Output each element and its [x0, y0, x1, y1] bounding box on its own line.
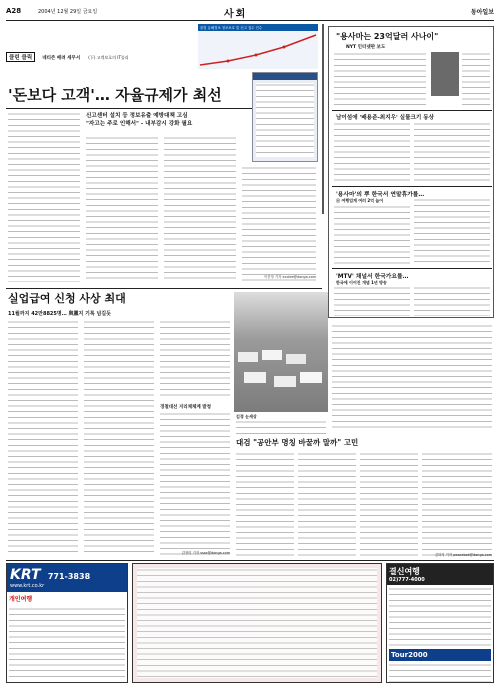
top-story-col-2 [86, 136, 158, 282]
photo-story-right-block [332, 324, 492, 432]
chart-caption: 불법 유해정보 정보보호 및 신고 접수 건수 [198, 24, 318, 31]
right-story-1-body [334, 52, 426, 106]
kicker-sub: 네티즌 배려 세무서 [42, 56, 81, 61]
middle-col-2 [84, 320, 154, 556]
right-rule-1 [332, 110, 492, 111]
ad-middle [132, 563, 382, 683]
ad-right-brand2: Tour2000 [389, 649, 491, 661]
photo-caption-text [236, 420, 326, 434]
middle-col-3a [160, 320, 230, 400]
publisher-logo: 동아일보 [470, 9, 494, 16]
ad-right [386, 563, 494, 683]
car-shape [274, 376, 296, 387]
photo-story-headline: 대검 "공안부 명칭 바꿀까 말까" 고민 [236, 438, 359, 447]
ad-krt-phone: 771-3838 [47, 572, 91, 581]
right-story-3-sub: 日 여행업계 여러 2억 늘어 [336, 198, 384, 203]
middle-box-head: 경철대선 지리체체계 발청 [160, 405, 211, 410]
stats-graphic [198, 24, 318, 72]
photo-story-col-1 [236, 452, 294, 556]
chart-point [227, 60, 230, 63]
chart-point [283, 46, 286, 49]
right-story-2-col-1 [334, 122, 410, 182]
photo-story-col-4 [422, 452, 492, 556]
top-sub-1: 신고센터 설치 등 정보유출 예방대책 고심 [86, 113, 188, 119]
right-rule-3 [332, 268, 492, 269]
top-subheads [86, 112, 246, 134]
kicker-author: (下) 고객보호의 IT물리 [88, 55, 129, 60]
car-shape [286, 354, 306, 364]
middle-headline: 실업급여 신청 사상 최대 [8, 292, 126, 305]
right-story-3-col-1 [334, 205, 410, 265]
right-story-1-side [462, 52, 490, 106]
ad-krt-url: www.krt.co.kr [10, 583, 45, 589]
top-story-col-1 [8, 112, 80, 282]
ad-middle-listing [137, 568, 377, 678]
top-story-col-3 [164, 136, 236, 282]
photo-caption-title: 김경 눈세상 [236, 414, 257, 419]
middle-col-3b [160, 412, 230, 556]
car-shape [262, 350, 282, 360]
ad-krt-brand: KRT [10, 567, 41, 583]
right-story-2-col-2 [414, 122, 490, 182]
screenshot-content [256, 83, 314, 157]
photo-story-col-2 [298, 452, 356, 556]
ad-right-listing-2 [389, 663, 491, 683]
right-story-2-head: 남이섬에 '배용준-최지우' 실물크기 동상 [336, 115, 435, 121]
right-story-4-col-2 [414, 286, 490, 316]
photo-story-byline: 김하지 기자 peacebok@donga.com [434, 553, 492, 557]
ad-right-phone: 02)777-4000 [389, 577, 425, 583]
website-screenshot [252, 72, 318, 162]
ad-right-brand: 결신여행 [389, 567, 420, 576]
column-divider [322, 24, 324, 214]
right-story-3-col-2 [414, 198, 490, 265]
right-headline: "용사마는 23억달러 사나이" [336, 32, 439, 41]
photo-story-col-3 [360, 452, 418, 556]
ad-krt-banner [7, 564, 127, 592]
right-story-3-head: '용사마'의 뿌 한국서 연말휴가를… [336, 192, 425, 198]
ad-right-banner [387, 564, 493, 585]
right-story-4-col-1 [334, 286, 410, 316]
right-sub: NYT 인터넷판 보도 [346, 45, 386, 50]
right-rule-2 [332, 186, 492, 187]
car-shape [244, 372, 266, 383]
page-header [6, 5, 494, 20]
section-title: 사회 [224, 9, 248, 20]
top-sub-2: "자고는 주로 인해서" - 내부감시 강화 필요 [86, 121, 193, 127]
person-photo [431, 52, 459, 96]
ad-krt-tag: 개인여행 [9, 596, 33, 603]
car-shape [300, 372, 322, 383]
middle-col-1 [8, 320, 78, 556]
middle-rule [6, 288, 322, 289]
car-shape [238, 352, 258, 362]
ad-right-listing [389, 587, 491, 647]
kicker-box: 클린 클릭 [6, 52, 35, 62]
right-story-4-head: 'MTV' 채널서 한국가요를… [336, 274, 409, 280]
top-byline: 이진영 기자 ecolee@donga.com [264, 275, 316, 279]
ad-krt-listing [9, 607, 125, 679]
top-headline: '돈보다 고객'… 자율규제가 최선 [8, 86, 222, 104]
ad-krt [6, 563, 128, 683]
page-number: A28 [6, 7, 22, 15]
ad-rule [6, 560, 494, 561]
photo-art [234, 292, 328, 412]
chart-point [255, 54, 258, 57]
top-story-col-4 [242, 166, 316, 282]
header-rule [6, 20, 494, 21]
right-story-4-sub: 한국에 이어진 개념 1년 방송 [336, 280, 387, 285]
chart-svg [198, 31, 318, 69]
news-photo [234, 292, 328, 412]
middle-sub: 11월까지 42만8825명… 與黨지 기록 넘길듯 [8, 311, 111, 317]
kicker [6, 44, 196, 61]
issue-date: 2004년 12월 29일 금요일 [38, 9, 98, 15]
screenshot-bar [253, 73, 317, 80]
middle-byline: 김현미 기자 ssac@donga.com [181, 551, 230, 555]
